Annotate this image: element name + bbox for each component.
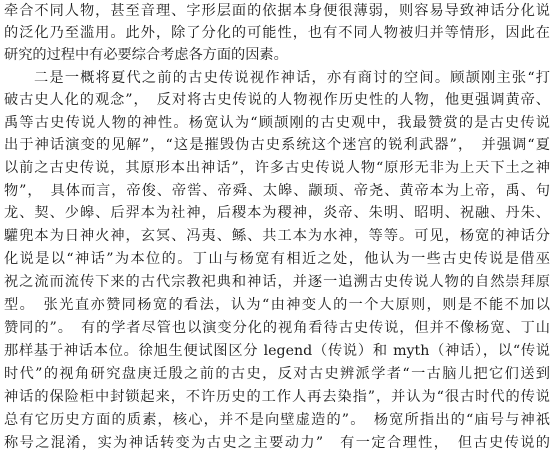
text-line-19: 总有它历史方面的质素，核心，并不是向壁虚造的”。 杨宽所指出的“庙号与神祇 bbox=[4, 412, 550, 428]
text-line-20: 称号之混淆，实为神话转变为古史之主要动力” 有一定合理性， 但古史传说的 bbox=[4, 435, 550, 451]
text-line-15: 赞同的”。 有的学者尽管也以演变分化的视角看待古史传说，但并不像杨宽、丁山 bbox=[4, 320, 550, 336]
text-line-13: 祝之流而流传下来的古代宗教祀典和神话，并逐一追溯古史传说人物的自然崇拜原 bbox=[4, 274, 550, 290]
text-line-9: 物”， 具体而言，帝俊、帝喾、帝舜、太皞、颛顼、帝尧、黄帝本为上帝，禹、句 bbox=[4, 183, 550, 199]
text-line-6: 禹等古史传说人物的神性。杨宽认为“顾颉刚的古史观中，我最赞赏的是古史传说 bbox=[4, 115, 550, 131]
text-line-2: 的泛化乃至滥用。此外，除了分化的可能性，也有不同人物被归并等情形，因此在 bbox=[4, 25, 550, 41]
text-line-16: 那样基于神话本位。徐旭生便试图区分 legend（传说）和 myth（神话），以“传说 bbox=[4, 343, 550, 359]
text-line-3: 研究的过程中有必要综合考虑各方面的因素。 bbox=[4, 47, 288, 63]
text-line-12: 化说是以“神话”为本位的。丁山与杨宽有相近之处，他认为一些古史传说是借巫 bbox=[4, 251, 550, 267]
text-line-11: 驩兜本为日神火神，玄冥、冯夷、鲧、共工本为水神，等等。可见，杨宽的神话分 bbox=[4, 228, 550, 244]
text-line-18: 神话的保险柜中封锁起来，不许历史的工作人再去染指”，并认为“很古时代的传说 bbox=[4, 389, 550, 405]
text-line-5: 破古史人化的观念”， 反对将古史传说的人物视作历史性的人物，他更强调黄帝、 bbox=[4, 92, 550, 108]
text-line-4: 二是一概将夏代之前的古史传说视作神话，亦有商讨的空间。顾颉刚主张“打 bbox=[34, 70, 550, 86]
text-line-17: 时代”的视角研究盘庚迁殷之前的古史，反对古史辨派学者“一古脑儿把它们送到 bbox=[4, 366, 550, 382]
text-line-7: 出于神话演变的见解”，“这是摧毁伪古史系统这个迷宫的锐利武器”， 并强调“夏 bbox=[4, 137, 550, 153]
text-line-8: 以前之古史传说，其原形本出神话”，许多古史传说人物“原形无非为上天下土之神 bbox=[4, 160, 550, 176]
text-line-14: 型。 张光直亦赞同杨宽的看法，认为“由神变人的一个大原则，则是不能不加以 bbox=[4, 297, 550, 313]
text-line-10: 龙、契、少皞、后羿本为社神，后稷本为稷神，炎帝、朱明、昭明、祝融、丹朱、 bbox=[4, 205, 550, 221]
text-line-1: 牵合不同人物，甚至音理、字形层面的依据本身便很薄弱，则容易导致神话分化说 bbox=[4, 3, 550, 19]
